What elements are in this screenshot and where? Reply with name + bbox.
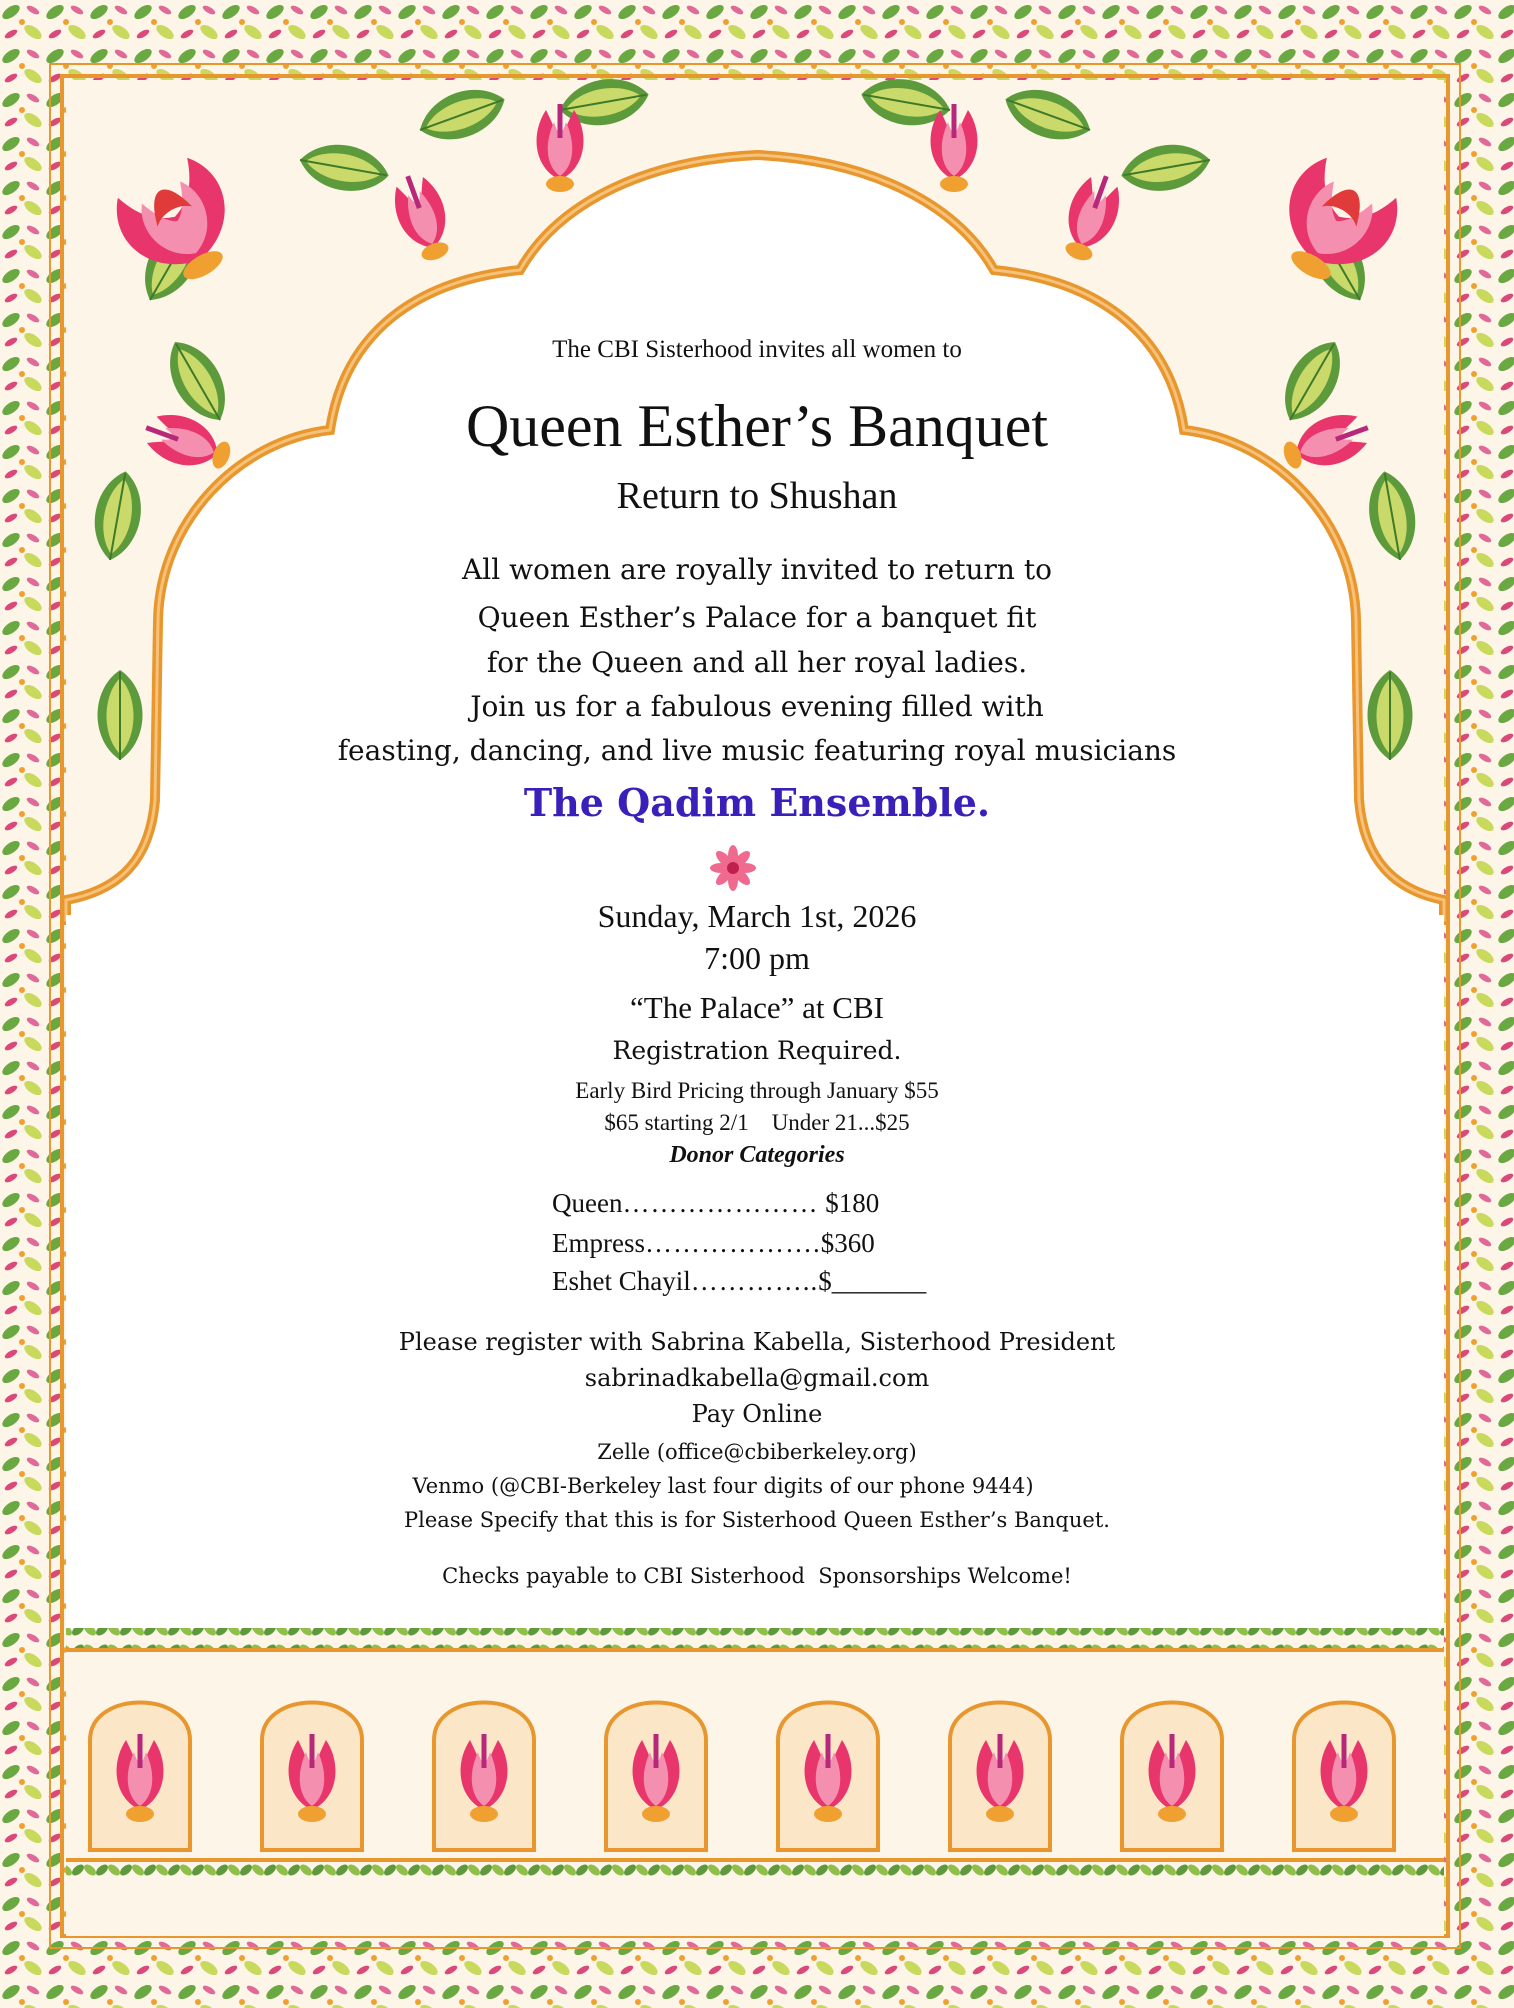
specify-note: Please Specify that this is for Sisterhood Queen Esther’s Banquet. xyxy=(404,1508,1110,1532)
donor-dots: ………………. xyxy=(644,1228,821,1258)
donor-amount: $360 xyxy=(820,1228,875,1258)
body-line: All women are royally invited to return to xyxy=(462,553,1052,586)
intro-line: The CBI Sisterhood invites all women to xyxy=(552,336,962,363)
donor-name: Queen xyxy=(552,1188,623,1218)
body-line: feasting, dancing, and live music featuring royal musicians xyxy=(337,734,1177,767)
venmo-info: Venmo (@CBI-Berkeley last four digits of our phone 9444) xyxy=(412,1474,1034,1498)
donor-amount: $180 xyxy=(818,1188,880,1218)
donor-row-empress xyxy=(552,1228,1032,1259)
donor-dots: ………….. xyxy=(690,1266,819,1296)
event-title: Queen Esther’s Banquet xyxy=(465,393,1049,459)
donor-amount: $_______ xyxy=(818,1266,927,1296)
contact-email[interactable]: sabrinadkabella@gmail.com xyxy=(584,1364,930,1392)
event-date: Sunday, March 1st, 2026 xyxy=(597,898,917,934)
body-line: Join us for a fabulous evening filled with xyxy=(470,690,1044,723)
registration-note: Registration Required. xyxy=(612,1036,902,1065)
daisy-divider-icon xyxy=(710,845,756,891)
pay-online: Pay Online xyxy=(691,1400,823,1428)
donor-name: Eshet Chayil xyxy=(552,1266,691,1296)
donor-row-eshet-chayil xyxy=(552,1266,1032,1297)
donor-name: Empress xyxy=(552,1228,645,1258)
body-line: for the Queen and all her royal ladies. xyxy=(486,646,1028,679)
checks-note: Checks payable to CBI Sisterhood Sponsorships Welcome! xyxy=(442,1564,1072,1588)
donor-row-queen xyxy=(552,1188,1032,1219)
event-subtitle: Return to Shushan xyxy=(616,475,898,517)
register-with: Please register with Sabrina Kabella, Sisterhood President xyxy=(398,1328,1116,1356)
event-time: 7:00 pm xyxy=(704,940,810,976)
zelle-info: Zelle (office@cbiberkeley.org) xyxy=(597,1440,917,1464)
donor-heading: Donor Categories xyxy=(669,1142,845,1168)
donor-dots: ………………… xyxy=(622,1188,819,1218)
ensemble-name: The Qadim Ensemble. xyxy=(523,780,991,825)
body-line: Queen Esther’s Palace for a banquet fit xyxy=(477,601,1037,634)
event-venue: “The Palace” at CBI xyxy=(630,990,884,1025)
early-bird-price: Early Bird Pricing through January $55 xyxy=(575,1078,939,1103)
regular-price: $65 starting 2/1 Under 21...$25 xyxy=(604,1110,910,1135)
